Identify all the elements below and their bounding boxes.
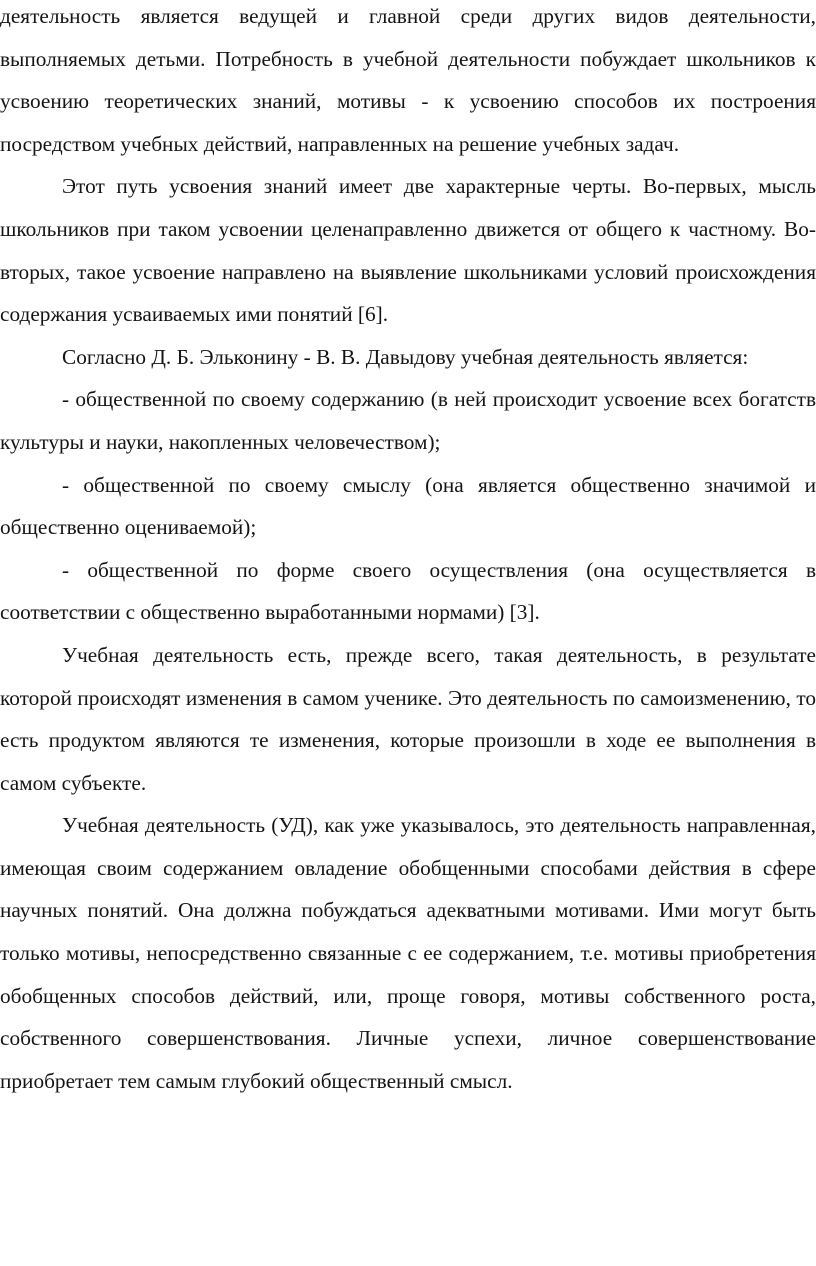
paragraph-4: Учебная деятельность есть, прежде всего, такая деятельность, в результате которой происходят изменения в самом ученике. Это деятельность по самоизменению, то есть продуктом являются те изменения, которые произошли в ходе ее выполнения в самом субъекте. — [0, 642, 816, 795]
paragraph-1: деятельность является ведущей и главной среди других видов деятельности, выполняемых детьми. Потребность в учебной деятельности побуждает школьников к усвоению теоретических знаний, мотивы - к усвоению способов их построения посредством учебных действий, направленных на решение учебных задач. — [0, 4, 816, 156]
list-item-1: - общественной по своему содержанию (в ней происходит усвоение всех богатств культуры и науки, накопленных человечеством); — [0, 387, 816, 454]
list-item-3: - общественной по форме своего осуществления (она осуществляется в соответствии с общественно выработанными нормами) [3]. — [0, 557, 816, 625]
list-item-2: - общественной по своему смыслу (она является общественно значимой и общественно оцениваемой); — [0, 472, 816, 540]
paragraph-3: Согласно Д. Б. Эльконину - В. В. Давыдову учебная деятельность является: — [62, 344, 749, 369]
paragraph-5: Учебная деятельность (УД), как уже указывалось, это деятельность направленная, имеющая своим содержанием овладение обобщенными способами действия в сфере научных понятий. Она должна побуждаться адекватными мотивами. Ими могут быть только мотивы, непосредственно связанные с ее содержанием, т.е. мотивы приобретения обобщенных способов действий, или, проще говоря, мотивы собственного роста, собственного совершенствования. Личные успехи, личное совершенствование приобретает тем самым глубокий общественный смысл. — [0, 813, 816, 1093]
paragraph-2: Этот путь усвоения знаний имеет две характерные черты. Во-первых, мысль школьников при таком усвоении целенаправленно движется от общего к частному. Во-вторых, такое усвоение направлено на выявление школьниками условий происхождения содержания усваиваемых ими понятий [6]. — [0, 174, 816, 327]
